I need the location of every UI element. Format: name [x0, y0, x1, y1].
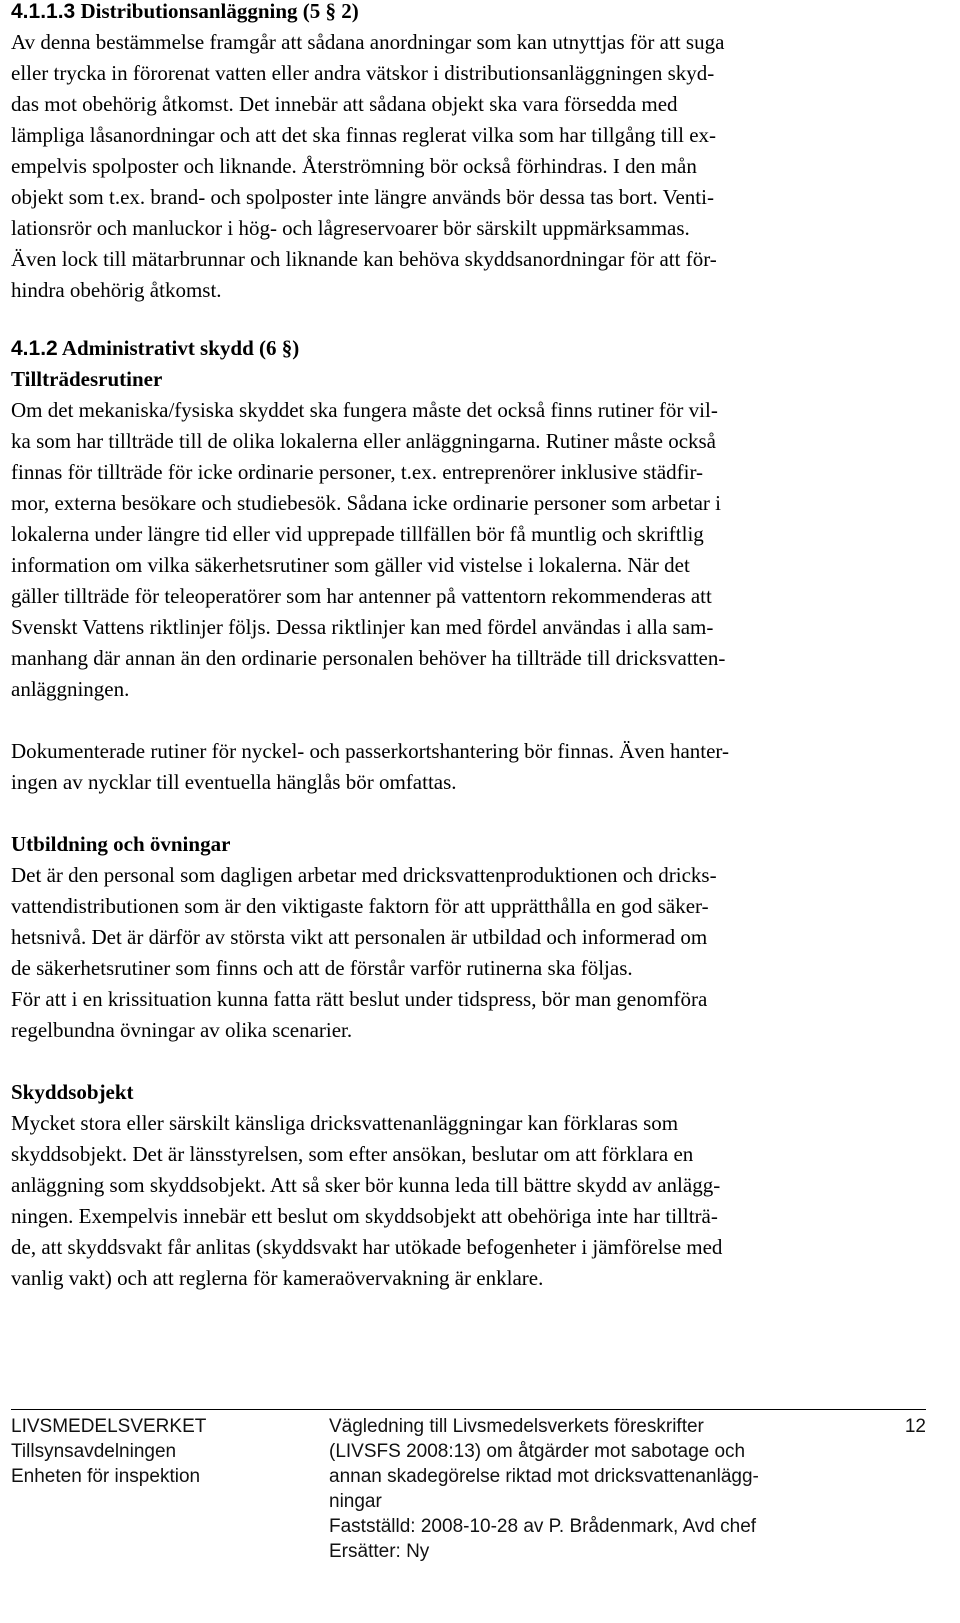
footer-line: (LIVSFS 2008:13) om åtgärder mot sabotage och — [329, 1441, 746, 1462]
paragraph-line: lämpliga låsanordningar och att det ska finnas reglerat vilka som har tillgång till ex- — [11, 123, 717, 147]
paragraph-line: skyddsobjekt. Det är länsstyrelsen, som efter ansökan, beslutar om att förklara en — [11, 1142, 694, 1166]
paragraph-line: Dokumenterade rutiner för nyckel- och passerkortshantering bör finnas. Även hanter- — [11, 739, 729, 763]
subheading-skyddsobjekt: Skyddsobjekt — [11, 1080, 134, 1104]
footer-line: Ersätter: Ny — [329, 1541, 430, 1562]
paragraph-line: vattendistributionen som är den viktigaste faktorn för att upprätthålla en god säker- — [11, 894, 709, 918]
footer-line: ningar — [329, 1491, 382, 1512]
footer-document-info — [329, 1414, 759, 1564]
section-distributionsanlaggning — [11, 0, 724, 306]
subheading-tilltradesrutiner: Tillträdesrutiner — [11, 367, 163, 391]
paragraph-line: anläggning som skyddsobjekt. Att så sker bör kunna leda till bättre skydd av anlägg- — [11, 1173, 721, 1197]
section-administrativt-skydd — [11, 333, 729, 1294]
footer-line: Tillsynsavdelningen — [11, 1441, 177, 1462]
paragraph-line: das mot obehörig åtkomst. Det innebär att sådana objekt ska vara försedda med — [11, 92, 678, 116]
paragraph-line: Det är den personal som dagligen arbetar med dricksvattenproduktionen och dricks- — [11, 863, 717, 887]
paragraph-line: lationsrör och manluckor i hög- och lågreservoarer bör särskilt uppmärksammas. — [11, 216, 690, 240]
footer-line: Enheten för inspektion — [11, 1466, 201, 1487]
paragraph-line: lokalerna under längre tid eller vid upprepade tillfällen bör få muntlig och skriftlig — [11, 522, 704, 546]
paragraph-line: ka som har tillträde till de olika lokalerna eller anläggningarna. Rutiner måste också — [11, 429, 717, 453]
paragraph-line: empelvis spolposter och liknande. Återströmning bör också förhindras. I den mån — [11, 154, 697, 178]
paragraph-line: finnas för tillträde för icke ordinarie personer, t.ex. entreprenörer inklusive städfir- — [11, 460, 704, 484]
page-number: 12 — [904, 1416, 926, 1437]
paragraph-line: Av denna bestämmelse framgår att sådana anordningar som kan utnyttjas för att suga — [11, 30, 725, 54]
paragraph-line: ingen av nycklar till eventuella hänglås bör omfattas. — [11, 770, 457, 794]
paragraph-line: mor, externa besökare och studiebesök. Sådana icke ordinarie personer som arbetar i — [11, 491, 721, 515]
paragraph-line: Även lock till mätarbrunnar och liknande kan behöva skyddsanordningar för att för- — [11, 247, 717, 271]
subheading-utbildning-och-ovningar: Utbildning och övningar — [11, 832, 231, 856]
page-footer — [11, 1409, 926, 1562]
paragraph-line: Svenskt Vattens riktlinjer följs. Dessa riktlinjer kan med fördel användas i alla sam- — [11, 615, 714, 639]
paragraph-line: ningen. Exempelvis innebär ett beslut om skyddsobjekt att obehöriga inte har tillträ- — [11, 1204, 718, 1228]
paragraph-line: hetsnivå. Det är därför av största vikt att personalen är utbildad och informerad om — [11, 925, 708, 949]
footer-line: annan skadegörelse riktad mot dricksvattenanlägg- — [329, 1466, 759, 1487]
paragraph-line: information om vilka säkerhetsrutiner som gäller vid vistelse i lokalerna. När det — [11, 553, 690, 577]
section-heading: 4.1.2 Administrativt skydd (6 §) — [11, 336, 300, 360]
footer-line: Fastställd: 2008-10-28 av P. Brådenmark, Avd chef — [329, 1516, 757, 1537]
paragraph-line: gäller tillträde för teleoperatörer som har antenner på vattentorn rekommenderas att — [11, 584, 712, 608]
footer-organization — [11, 1414, 206, 1489]
paragraph-line: hindra obehörig åtkomst. — [11, 278, 222, 302]
paragraph-line: eller trycka in förorenat vatten eller andra vätskor i distributionsanläggningen skyd- — [11, 61, 715, 85]
paragraph-line: Mycket stora eller särskilt känsliga dricksvattenanläggningar kan förklaras som — [11, 1111, 679, 1135]
footer-line: Vägledning till Livsmedelsverkets föreskrifter — [329, 1416, 704, 1437]
paragraph-line: För att i en krissituation kunna fatta rätt beslut under tidspress, bör man genomföra — [11, 987, 708, 1011]
footer-line: LIVSMEDELSVERKET — [11, 1416, 207, 1437]
paragraph-line: vanlig vakt) och att reglerna för kameraövervakning är enklare. — [11, 1266, 544, 1290]
section-heading: 4.1.1.3 Distributionsanläggning (5 § 2) — [11, 0, 359, 23]
paragraph-line: regelbundna övningar av olika scenarier. — [11, 1018, 353, 1042]
paragraph-line: anläggningen. — [11, 677, 130, 701]
paragraph-line: de säkerhetsrutiner som finns och att de förstår varför rutinerna ska följas. — [11, 956, 633, 980]
paragraph-line: de, att skyddsvakt får anlitas (skyddsvakt har utökade befogenheter i jämförelse med — [11, 1235, 723, 1259]
paragraph-line: manhang där annan än den ordinarie personalen behöver ha tillträde till dricksvatten- — [11, 646, 726, 670]
paragraph-line: objekt som t.ex. brand- och spolposter inte längre används bör dessa tas bort. Venti- — [11, 185, 714, 209]
paragraph-line: Om det mekaniska/fysiska skyddet ska fungera måste det också finns rutiner för vil- — [11, 398, 718, 422]
